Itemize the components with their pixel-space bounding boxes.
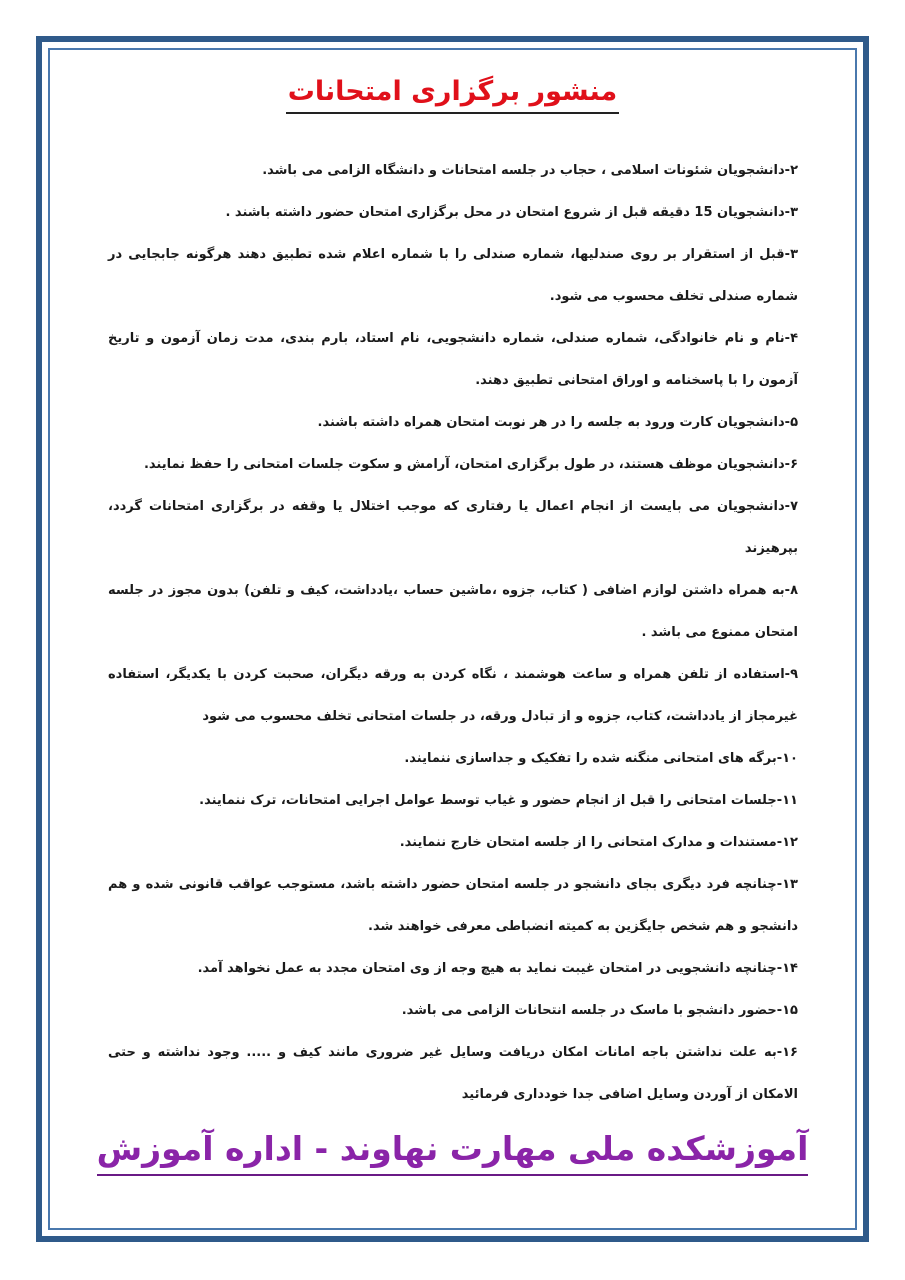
rule-item: ۹-استفاده از تلفن همراه و ساعت هوشمند ، نگاه کردن به ورقه دیگران، صحبت کردن با یکدیگر، استفاده غیرمجاز از یادداشت، کتاب، جزوه و از تبادل ورقه، در جلسات امتحانی تخلف محسوب می شود: [108, 667, 798, 724]
rule-item: ۱۶-به علت نداشتن باجه امانات امکان دریافت وسایل غیر ضروری مانند کیف و ..... وجود نداشته و حتی الامکان از آوردن وسایل اضافی جدا خودداری فرمائید: [108, 1045, 798, 1102]
footer-signature-text: آموزشکده ملی مهارت نهاوند - اداره آموزش: [97, 1126, 809, 1176]
rules-list: [108, 150, 798, 1116]
document-title-text: منشور برگزاری امتحانات: [286, 74, 619, 114]
rule-item: ۷-دانشجویان می بایست از انجام اعمال یا رفتاری که موجب اختلال یا وقفه در برگزاری امتحانات گردد، بپرهیزند: [108, 499, 798, 556]
rule-item: ۳-قبل از استقرار بر روی صندلیها، شماره صندلی را با شماره اعلام شده تطبیق دهند هرگونه جابجایی در شماره صندلی تخلف محسوب می شود.: [108, 247, 798, 304]
rule-item: ۱۲-مستندات و مدارک امتحانی را از جلسه امتحان خارج ننمایند.: [399, 835, 798, 850]
rule-item: ۱۱-جلسات امتحانی را قبل از انجام حضور و غیاب توسط عوامل اجرایی امتحانات، ترک ننمایند.: [199, 793, 798, 808]
rule-item: ۱۰-برگه های امتحانی منگنه شده را تفکیک و جداسازی ننمایند.: [404, 751, 798, 766]
document-title: [0, 74, 905, 114]
rule-item: ۲-دانشجویان شئونات اسلامی ، حجاب در جلسه امتحانات و دانشگاه الزامی می باشد.: [262, 163, 798, 178]
rule-item: ۱۳-چنانچه فرد دیگری بجای دانشجو در جلسه امتحان حضور داشته باشد، مستوجب عواقب قانونی شده و هم دانشجو و هم شخص جایگزین به کمیته انضباطی معرفی خواهند شد.: [108, 877, 798, 934]
rule-item: ۱۵-حضور دانشجو با ماسک در جلسه انتحانات الزامی می باشد.: [401, 1003, 798, 1018]
rule-item: ۸-به همراه داشتن لوازم اضافی ( کتاب، جزوه ،ماشین حساب ،یادداشت، کیف و تلفن) بدون مجوز در جلسه امتحان ممنوع می باشد .: [108, 583, 798, 640]
rule-item: ۳-دانشجویان 15 دقیقه قبل از شروع امتحان در محل برگزاری امتحان حضور داشته باشند .: [225, 205, 798, 220]
rule-item: ۴-نام و نام خانوادگی، شماره صندلی، شماره دانشجویی، نام استاد، بارم بندی، مدت زمان آزمون و تاریخ آزمون را با پاسخنامه و اوراق امتحانی تطبیق دهند.: [108, 331, 798, 388]
document-footer: [0, 1126, 905, 1176]
rule-item: ۱۴-چنانچه دانشجویی در امتحان غیبت نماید به هیچ وجه از وی امتحان مجدد به عمل نخواهد آمد.: [197, 961, 798, 976]
rule-item: ۵-دانشجویان کارت ورود به جلسه را در هر نوبت امتحان همراه داشته باشند.: [317, 415, 798, 430]
rule-item: ۶-دانشجویان موظف هستند، در طول برگزاری امتحان، آرامش و سکوت جلسات امتحانی را حفظ نمایند.: [143, 457, 798, 472]
